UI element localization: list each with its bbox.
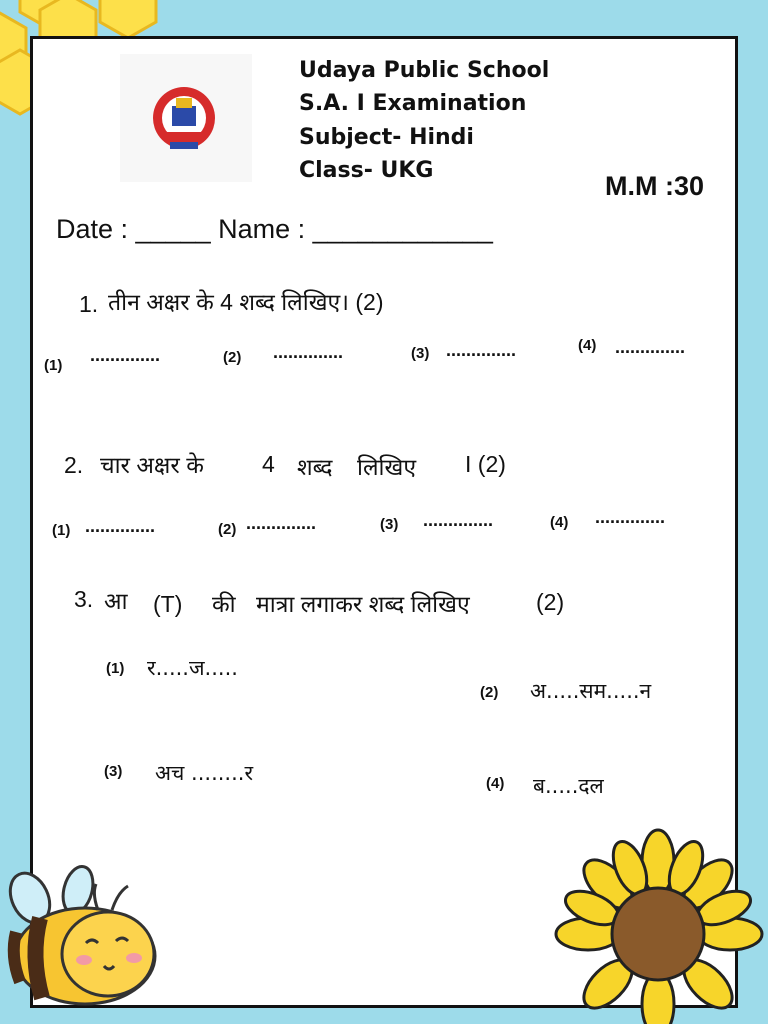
q3-item-4-word: ब.....दल	[533, 774, 604, 798]
q1-item-2-blank[interactable]: ..............	[273, 342, 344, 362]
question-2-text-d: लिखिए	[357, 454, 417, 480]
q2-item-1-number: (1)	[52, 522, 71, 539]
q3-item-3-number: (3)	[104, 763, 123, 780]
question-3-text-e: (2)	[536, 589, 565, 615]
sunflower-illustration	[548, 828, 768, 1024]
q3-item-1-number: (1)	[106, 660, 125, 677]
question-3-text-c: की	[212, 591, 236, 617]
q3-item-2-number: (2)	[480, 684, 499, 701]
date-name-line: Date : _____ Name : ____________	[56, 214, 493, 244]
q1-item-3-number: (3)	[411, 345, 430, 362]
q2-item-3-number: (3)	[380, 516, 399, 533]
q3-item-3-word: अच ........र	[155, 761, 254, 785]
q3-item-1-word: र.....ज.....	[147, 656, 238, 680]
q1-item-3-blank[interactable]: ..............	[446, 340, 517, 360]
max-marks: M.M :30	[605, 171, 705, 201]
q1-item-4-blank[interactable]: ..............	[615, 337, 686, 357]
bee-illustration	[0, 848, 170, 1018]
question-3-text-a: आ	[104, 588, 128, 614]
q3-item-4-number: (4)	[486, 775, 505, 792]
exam-title: S.A. I Examination	[299, 91, 527, 116]
class-line: Class- UKG	[299, 158, 434, 183]
question-3-text-d: मात्रा लगाकर शब्द लिखिए	[256, 591, 470, 617]
school-logo	[120, 54, 252, 182]
q2-item-4-blank[interactable]: ..............	[595, 507, 666, 527]
q2-item-2-blank[interactable]: ..............	[246, 513, 317, 533]
q2-item-2-number: (2)	[218, 521, 237, 538]
question-2-number: 2.	[64, 452, 84, 478]
question-3-text-b: (T)	[153, 591, 183, 617]
school-name: Udaya Public School	[299, 58, 550, 83]
question-2-text-a: चार अक्षर के	[100, 452, 204, 478]
q1-item-2-number: (2)	[223, 349, 242, 366]
q1-item-4-number: (4)	[578, 337, 597, 354]
question-1-number: 1.	[79, 291, 99, 317]
question-2-text-c: शब्द	[297, 454, 333, 480]
question-3-number: 3.	[74, 586, 94, 612]
q3-item-2-word: अ.....सम.....न	[530, 679, 652, 703]
q2-item-1-blank[interactable]: ..............	[85, 516, 156, 536]
question-2-text-e: I (2)	[465, 451, 506, 477]
q1-item-1-blank[interactable]: ..............	[90, 345, 161, 365]
q2-item-3-blank[interactable]: ..............	[423, 510, 494, 530]
question-2-text-b: 4	[262, 451, 275, 477]
q1-item-1-number: (1)	[44, 357, 63, 374]
subject-line: Subject- Hindi	[299, 125, 474, 150]
question-1-text: तीन अक्षर के 4 शब्द लिखिए। (2)	[108, 289, 384, 315]
q2-item-4-number: (4)	[550, 514, 569, 531]
